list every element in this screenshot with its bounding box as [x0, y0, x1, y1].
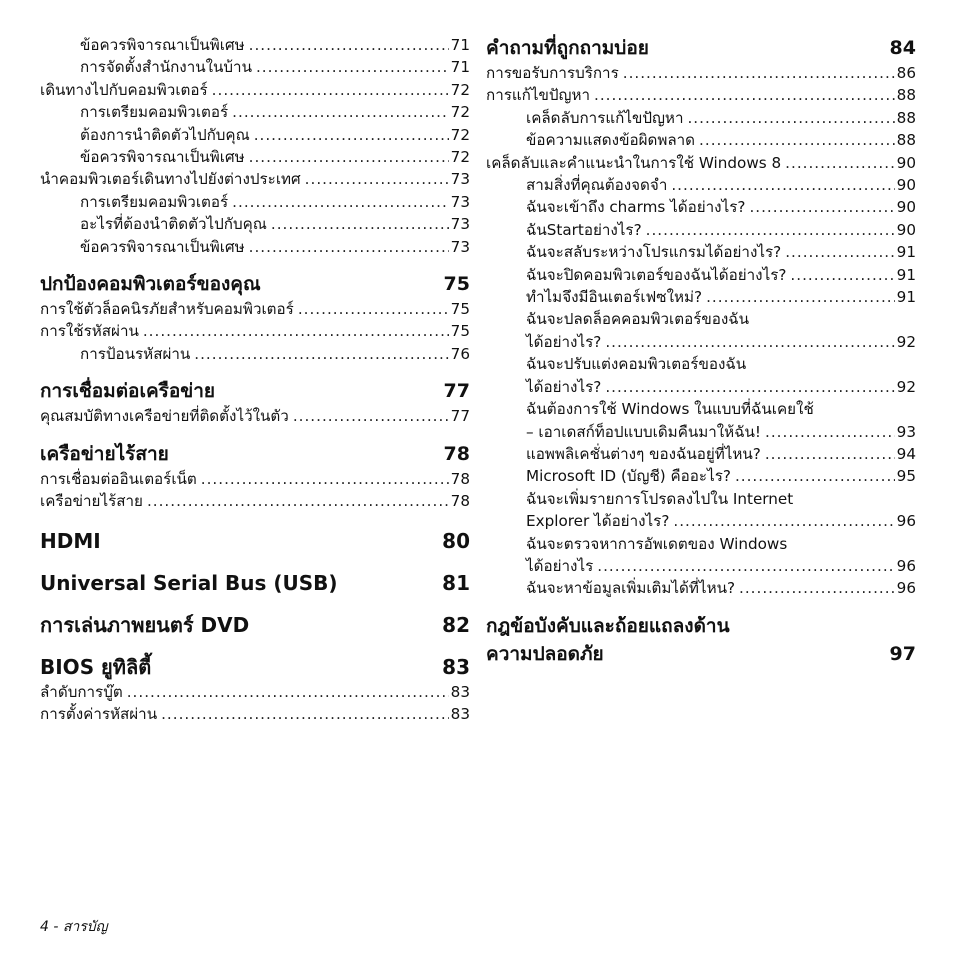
entry-page: 71	[450, 36, 470, 54]
entry-page: 90	[896, 153, 916, 172]
entry-title: การตั้งค่ารหัสผ่าน	[40, 704, 158, 723]
toc-entry[interactable]	[40, 56, 470, 78]
toc-section-heading[interactable]	[40, 653, 470, 681]
toc-entry[interactable]	[40, 405, 470, 427]
section-title: HDMI	[40, 528, 101, 553]
toc-entry[interactable]	[486, 174, 916, 196]
toc-entry[interactable]	[40, 191, 470, 213]
entry-title: ข้อควรพิจารณาเป็นพิเศษ	[80, 148, 245, 167]
toc-section-heading[interactable]	[40, 527, 470, 555]
toc-entry[interactable]	[486, 62, 916, 84]
dot-leader	[212, 79, 449, 101]
dot-leader	[256, 56, 449, 78]
entry-page: 88	[896, 86, 916, 105]
entry-page: 90	[896, 198, 916, 217]
toc-section-heading[interactable]	[486, 612, 916, 668]
toc-entry[interactable]	[486, 264, 916, 286]
entry-title: ลำดับการบู๊ต	[40, 682, 123, 701]
toc-entry[interactable]	[40, 168, 470, 190]
entry-page: 92	[896, 332, 916, 351]
entry-page: 77	[450, 407, 470, 426]
entry-title: การเชื่อมต่ออินเตอร์เน็ต	[40, 469, 197, 488]
toc-entry[interactable]	[486, 465, 916, 487]
toc-entry[interactable]	[486, 152, 916, 174]
entry-title: ข้อควรพิจารณาเป็นพิเศษ	[80, 36, 245, 54]
dot-leader	[597, 555, 894, 577]
entry-page: 96	[896, 556, 916, 575]
entry-title: การเตรียมคอมพิวเตอร์	[80, 192, 229, 211]
entry-page: 78	[450, 492, 470, 511]
toc-section-heading[interactable]	[40, 440, 470, 468]
entry-page: 83	[450, 682, 470, 701]
toc-entry[interactable]	[40, 343, 470, 365]
toc-entry[interactable]	[486, 353, 916, 398]
toc-entry[interactable]	[40, 298, 470, 320]
entry-title: ฉันจะสลับระหว่างโปรแกรมได้อย่างไร?	[526, 243, 782, 262]
entry-title: ฉันจะปลดล็อคคอมพิวเตอร์ของฉัน	[526, 310, 749, 329]
toc-entry[interactable]	[486, 196, 916, 218]
entry-title: สามสิ่งที่คุณต้องจดจำ	[526, 176, 668, 195]
entry-page: 91	[896, 243, 916, 262]
toc-entry[interactable]	[486, 577, 916, 599]
entry-title: Microsoft ID (บัญชี) คืออะไร?	[526, 467, 731, 486]
entry-page: 96	[896, 579, 916, 598]
entry-page: 72	[450, 80, 470, 99]
dot-leader	[785, 152, 895, 174]
section-title: ปกป้องคอมพิวเตอร์ของคุณ	[40, 273, 261, 296]
entry-page: 83	[450, 704, 470, 723]
entry-title-cont: Explorer ได้อย่างไร?	[526, 512, 670, 531]
entry-title: ฉันจะเพิ่มรายการโปรดลงไปใน Internet	[526, 489, 794, 508]
section-title: การเล่นภาพยนตร์ DVD	[40, 612, 250, 637]
entry-page: 72	[450, 125, 470, 144]
toc-right-column	[486, 34, 916, 668]
toc-entry[interactable]	[40, 124, 470, 146]
entry-page: 92	[896, 377, 916, 396]
entry-title: การใช้รหัสผ่าน	[40, 322, 139, 341]
toc-entry[interactable]	[40, 34, 470, 56]
toc-entry[interactable]	[40, 468, 470, 490]
toc-entry[interactable]	[486, 398, 916, 443]
entry-title: เดินทางไปกับคอมพิวเตอร์	[40, 80, 208, 99]
entry-title: ฉันต้องการใช้ Windows ในแบบที่ฉันเคยใช้	[526, 400, 814, 419]
dot-leader	[298, 298, 449, 320]
section-page: 77	[443, 380, 470, 403]
entry-title: ต้องการนำติดตัวไปกับคุณ	[80, 125, 250, 144]
entry-title-cont: ได้อย่างไร?	[526, 332, 602, 351]
dot-leader	[765, 421, 895, 443]
dot-leader	[127, 681, 449, 703]
entry-title: ฉันจะเข้าถึง charms ได้อย่างไร?	[526, 198, 746, 217]
entry-page: 78	[450, 469, 470, 488]
dot-leader	[605, 331, 894, 353]
toc-entry[interactable]	[486, 84, 916, 106]
dot-leader	[735, 465, 895, 487]
section-title: Universal Serial Bus (USB)	[40, 570, 338, 595]
dot-leader	[687, 107, 894, 129]
entry-title-row	[526, 331, 916, 353]
dot-leader	[143, 320, 449, 342]
toc-entry[interactable]	[40, 703, 470, 725]
dot-leader	[739, 577, 895, 599]
entry-title: ข้อควรพิจารณาเป็นพิเศษ	[80, 237, 245, 256]
dot-leader	[605, 376, 894, 398]
dot-leader	[147, 490, 449, 512]
dot-leader	[749, 196, 894, 218]
entry-page: 72	[450, 148, 470, 167]
entry-page: 93	[896, 422, 916, 441]
section-page: 81	[442, 570, 470, 595]
toc-section-heading[interactable]	[40, 377, 470, 405]
entry-page: 75	[450, 300, 470, 319]
dot-leader	[785, 241, 894, 263]
toc-entry[interactable]	[486, 241, 916, 263]
toc-entry[interactable]	[40, 681, 470, 703]
toc-entry[interactable]	[40, 101, 470, 123]
toc-section-heading[interactable]	[40, 611, 470, 639]
entry-title-cont: – เอาเดสก์ท็อปแบบเดิมคืนมาให้ฉัน!	[526, 422, 762, 441]
dot-leader	[249, 236, 449, 258]
page-footer: 4 - สารบัญ	[40, 919, 108, 935]
dot-leader	[623, 62, 895, 84]
toc-entry[interactable]	[486, 308, 916, 353]
entry-title-row	[526, 510, 916, 532]
entry-title-row	[526, 421, 916, 443]
toc-entry[interactable]	[40, 236, 470, 258]
entry-title: ฉันจะตรวจหาการอัพเดตของ Windows	[526, 534, 788, 553]
dot-leader	[594, 84, 895, 106]
toc-entry[interactable]	[40, 146, 470, 168]
dot-leader	[699, 129, 895, 151]
dot-leader	[646, 219, 895, 241]
entry-page: 91	[896, 265, 916, 284]
section-page: 82	[442, 612, 470, 637]
entry-title: อะไรที่ต้องนำติดตัวไปกับคุณ	[80, 215, 267, 234]
section-page: 75	[443, 273, 470, 296]
entry-page: 72	[450, 103, 470, 122]
entry-title: ฉันจะปิดคอมพิวเตอร์ของฉันได้อย่างไร?	[526, 265, 787, 284]
entry-title: ฉันStartอย่างไร?	[526, 220, 642, 239]
dot-leader	[790, 264, 894, 286]
section-title: คำถามที่ถูกถามบ่อย	[486, 37, 649, 59]
dot-leader	[161, 703, 449, 725]
toc-section-heading[interactable]	[40, 270, 470, 298]
toc-entry[interactable]	[486, 286, 916, 308]
entry-page: 73	[450, 192, 470, 211]
entry-page: 91	[896, 288, 916, 307]
entry-page: 90	[896, 176, 916, 195]
entry-page: 88	[896, 131, 916, 150]
entry-title: คุณสมบัติทางเครือข่ายที่ติดตั้งไว้ในตัว	[40, 407, 289, 426]
entry-title: เคล็ดลับการแก้ไขปัญหา	[526, 108, 684, 127]
section-title: BIOS ยูทิลิตี้	[40, 654, 152, 679]
entry-title-row	[526, 555, 916, 577]
dot-leader	[765, 443, 895, 465]
entry-title: การแก้ไขปัญหา	[486, 86, 591, 105]
dot-leader	[305, 168, 449, 190]
dot-leader	[293, 405, 449, 427]
section-title: การเชื่อมต่อเครือข่าย	[40, 380, 216, 403]
entry-title: การขอรับการบริการ	[486, 64, 619, 82]
entry-title: ฉันจะปรับแต่งคอมพิวเตอร์ของฉัน	[526, 355, 747, 374]
dot-leader	[271, 213, 449, 235]
section-page: 83	[442, 654, 470, 679]
dot-leader	[673, 510, 894, 532]
entry-page: 76	[450, 344, 470, 363]
entry-page: 73	[450, 170, 470, 189]
toc-section-heading[interactable]	[486, 34, 916, 62]
toc-entry[interactable]	[40, 213, 470, 235]
toc-entry[interactable]	[486, 129, 916, 151]
entry-page: 95	[896, 467, 916, 486]
entry-page: 73	[450, 215, 470, 234]
entry-title: การป้อนรหัสผ่าน	[80, 344, 191, 363]
dot-leader	[671, 174, 894, 196]
entry-title: นำคอมพิวเตอร์เดินทางไปยังต่างประเทศ	[40, 170, 301, 189]
entry-title: ข้อความแสดงข้อผิดพลาด	[526, 131, 696, 150]
toc-entry[interactable]	[40, 320, 470, 342]
entry-title: เคล็ดลับและคำแนะนำในการใช้ Windows 8	[486, 153, 782, 172]
toc-entry[interactable]	[486, 443, 916, 465]
toc-entry[interactable]	[486, 107, 916, 129]
toc-left-column	[40, 34, 470, 725]
section-page: 97	[889, 642, 916, 665]
section-page: 84	[889, 37, 916, 59]
section-page: 80	[442, 528, 470, 553]
dot-leader	[254, 124, 449, 146]
toc-section-heading[interactable]	[40, 569, 470, 597]
entry-title: ฉันจะหาข้อมูลเพิ่มเติมได้ที่ไหน?	[526, 579, 736, 598]
entry-title-row	[526, 376, 916, 398]
dot-leader	[232, 101, 449, 123]
entry-title: การจัดตั้งสำนักงานในบ้าน	[80, 58, 252, 77]
entry-page: 94	[896, 444, 916, 463]
entry-title: เครือข่ายไร้สาย	[40, 492, 143, 511]
entry-page: 88	[896, 108, 916, 127]
dot-leader	[201, 468, 449, 490]
dot-leader	[194, 343, 448, 365]
toc-entry[interactable]	[486, 533, 916, 578]
toc-entry[interactable]	[40, 490, 470, 512]
entry-page: 75	[450, 322, 470, 341]
entry-page: 86	[896, 64, 916, 82]
dot-leader	[706, 286, 895, 308]
section-title-cont: ความปลอดภัย	[486, 642, 604, 665]
entry-page: 71	[450, 58, 470, 77]
toc-entry[interactable]	[486, 219, 916, 241]
dot-leader	[249, 34, 449, 56]
toc-entry[interactable]	[486, 488, 916, 533]
entry-page: 96	[896, 512, 916, 531]
entry-title: แอพพลิเคชั่นต่างๆ ของฉันอยู่ที่ไหน?	[526, 444, 761, 463]
dot-leader	[232, 191, 449, 213]
toc-entry[interactable]	[40, 79, 470, 101]
entry-page: 73	[450, 237, 470, 256]
dot-leader	[249, 146, 449, 168]
entry-title: การเตรียมคอมพิวเตอร์	[80, 103, 229, 122]
entry-title-cont: ได้อย่างไร	[526, 556, 594, 575]
entry-page: 90	[896, 220, 916, 239]
entry-title-cont: ได้อย่างไร?	[526, 377, 602, 396]
section-title: กฎข้อบังคับและถ้อยแถลงด้าน	[486, 614, 730, 637]
section-title: เครือข่ายไร้สาย	[40, 442, 169, 465]
section-page: 78	[443, 442, 470, 465]
entry-title: ทำไมจึงมีอินเตอร์เฟซใหม่?	[526, 288, 703, 307]
section-title-row	[486, 640, 916, 668]
entry-title: การใช้ตัวล็อคนิรภัยสำหรับคอมพิวเตอร์	[40, 300, 294, 319]
